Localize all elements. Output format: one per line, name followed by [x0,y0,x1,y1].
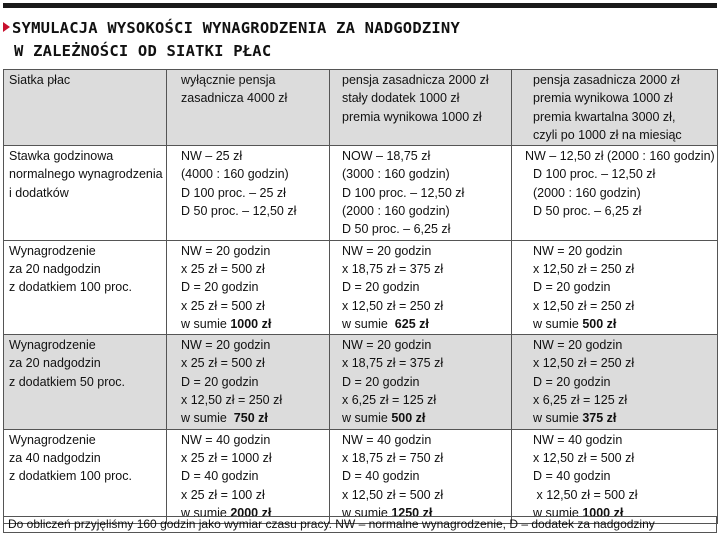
cell-stawka-col1 [167,146,330,240]
cell-stawka-col2 [330,146,512,240]
cell-text: zasadnicza 4000 zł [181,91,288,106]
cell-text: NW = 40 godzin [533,432,623,447]
cell-text: x 12,50 zł = 250 zł [181,393,283,408]
sum-value: 1000 zł [582,505,624,520]
table-row-20h-100 [4,240,718,334]
cell-text: z dodatkiem 50 proc. [9,374,126,389]
cell-text: NW = 20 godzin [533,243,623,258]
cell-20h-100-col3 [512,240,718,334]
cell-text: (2000 : 160 godzin) [342,204,450,219]
cell-text: x 12,50 zł = 250 zł [533,356,635,371]
cell-text: NW = 40 godzin [342,432,432,447]
cell-text: D = 20 godzin [342,280,420,295]
cell-text: D 100 proc. – 12,50 zł [342,185,465,200]
cell-text: D 100 proc. – 25 zł [181,185,286,200]
cell-text: za 20 nadgodzin [9,356,101,371]
cell-40h-100-label [4,429,167,523]
cell-text: x 12,50 zł = 500 zł [533,450,635,465]
cell-text: x 12,50 zł = 500 zł [533,487,638,502]
cell-text: pensja zasadnicza 2000 zł [342,73,489,87]
cell-text: Siatka płac [9,73,71,87]
cell-20h-50-label [4,335,167,429]
cell-text: D = 20 godzin [533,280,611,295]
title-line-2: W ZALEŻNOŚCI OD SIATKI PŁAC [14,42,272,60]
cell-text: (4000 : 160 godzin) [181,167,289,182]
cell-text: NW – 12,50 zł (2000 : 160 godzin) [525,149,715,164]
cell-text: pensja zasadnicza 2000 zł [533,73,680,87]
cell-20h-50-col1 [167,335,330,429]
cell-text: Wynagrodzenie [9,432,96,447]
cell-text: premia kwartalna 3000 zł, [533,109,676,124]
cell-text: D 50 proc. – 12,50 zł [181,204,297,219]
cell-text: x 12,50 zł = 250 zł [533,298,635,313]
cell-text: Wynagrodzenie [9,243,96,258]
cell-text: x 25 zł = 500 zł [181,356,265,371]
cell-40h-100-col1 [167,429,330,523]
sum-prefix: w sumie [533,411,583,426]
cell-text: x 25 zł = 100 zł [181,487,265,502]
cell-text: x 12,50 zł = 500 zł [342,487,444,502]
cell-text: D = 40 godzin [181,469,259,484]
cell-text: premia wynikowa 1000 zł [342,109,482,124]
cell-text: czyli po 1000 zł na miesiąc [533,127,682,142]
cell-text: x 6,25 zł = 125 zł [533,393,628,408]
sum-line [181,409,329,427]
cell-header-col1 [167,70,330,146]
cell-header-col3 [512,70,718,146]
cell-text: Wynagrodzenie [9,338,96,353]
cell-text: NW = 20 godzin [342,243,432,258]
cell-text: za 20 nadgodzin [9,261,101,276]
sum-line [342,315,511,333]
sum-value: 1250 zł [391,505,433,520]
cell-text: NW = 40 godzin [181,432,271,447]
cell-stawka-col3 [512,146,718,240]
cell-text: x 25 zł = 500 zł [181,261,265,276]
cell-20h-50-col2 [330,335,512,429]
sum-prefix: w sumie [181,411,234,426]
salary-table [3,69,718,524]
sum-prefix: w sumie [533,505,583,520]
cell-text: x 6,25 zł = 125 zł [342,393,437,408]
cell-text: i dodatków [9,185,69,200]
sum-value: 625 zł [394,316,429,331]
cell-text: D = 20 godzin [181,374,259,389]
sum-value: 2000 zł [230,505,272,520]
cell-text: NW – 25 zł [181,149,243,164]
sum-line [533,315,717,333]
cell-40h-100-col2 [330,429,512,523]
sum-prefix: w sumie [342,411,392,426]
cell-header-col2 [330,70,512,146]
cell-header-label [4,70,167,146]
cell-text: NW = 20 godzin [181,243,271,258]
cell-text: x 25 zł = 1000 zł [181,450,272,465]
cell-text: (3000 : 160 godzin) [342,167,450,182]
sum-line [342,409,511,427]
cell-text: z dodatkiem 100 proc. [9,469,132,484]
sum-value: 750 zł [233,411,268,426]
cell-20h-100-col2 [330,240,512,334]
document-frame [3,3,717,534]
sum-value: 1000 zł [230,316,272,331]
title-text-1: SYMULACJA WYSOKOŚCI WYNAGRODZENIA ZA NADGODZINY [12,19,460,37]
table-row-40h-100 [4,429,718,523]
sum-prefix: w sumie [181,505,231,520]
cell-text: x 18,75 zł = 750 zł [342,450,444,465]
table-row-header [4,70,718,146]
cell-text: stały dodatek 1000 zł [342,91,460,106]
cell-text: x 18,75 zł = 375 zł [342,356,444,371]
cell-text: premia wynikowa 1000 zł [533,91,673,106]
table-row-stawka [4,146,718,240]
cell-text: x 12,50 zł = 250 zł [533,261,635,276]
sum-prefix: w sumie [342,316,395,331]
cell-text: x 12,50 zł = 250 zł [342,298,444,313]
sum-value: 500 zł [582,316,617,331]
cell-text: D = 40 godzin [342,469,420,484]
cell-text: wyłącznie pensja [181,73,276,87]
cell-text: D = 40 godzin [533,469,611,484]
cell-text: NOW – 18,75 zł [342,149,431,164]
cell-40h-100-col3 [512,429,718,523]
footnote: Do obliczeń przyjęliśmy 160 godzin jako wymiar czasu pracy. NW – normalne wynagrodzenie, D – dodatek za nadgodziny [3,516,717,533]
cell-text: D = 20 godzin [533,374,611,389]
cell-20h-50-col3 [512,335,718,429]
sum-prefix: w sumie [181,316,231,331]
sum-value: 500 zł [391,411,426,426]
title-line-1 [3,17,717,40]
cell-text: D = 20 godzin [342,374,420,389]
sum-prefix: w sumie [533,316,583,331]
cell-text: x 18,75 zł = 375 zł [342,261,444,276]
cell-text: NW = 20 godzin [342,338,432,353]
cell-text: D 50 proc. – 6,25 zł [533,204,642,219]
cell-text: Stawka godzinowa [9,149,114,164]
cell-text: NW = 20 godzin [181,338,271,353]
cell-text: D = 20 godzin [181,280,259,295]
cell-text: D 50 proc. – 6,25 zł [342,222,451,237]
table-row-20h-50 [4,335,718,429]
cell-text: normalnego wynagrodzenia [9,167,163,182]
sum-line [533,409,717,427]
cell-stawka-label [4,146,167,240]
arrow-bullet-icon [3,22,10,32]
sum-line [181,315,329,333]
sum-value: 375 zł [582,411,617,426]
cell-text: (2000 : 160 godzin) [533,185,641,200]
cell-text: z dodatkiem 100 proc. [9,280,132,295]
cell-text: NW = 20 godzin [533,338,623,353]
page-title [3,17,717,63]
sum-prefix: w sumie [342,505,392,520]
top-rule [3,3,717,8]
cell-text: D 100 proc. – 12,50 zł [533,167,656,182]
cell-20h-100-col1 [167,240,330,334]
cell-text: za 40 nadgodzin [9,450,101,465]
cell-20h-100-label [4,240,167,334]
cell-text: x 25 zł = 500 zł [181,298,265,313]
